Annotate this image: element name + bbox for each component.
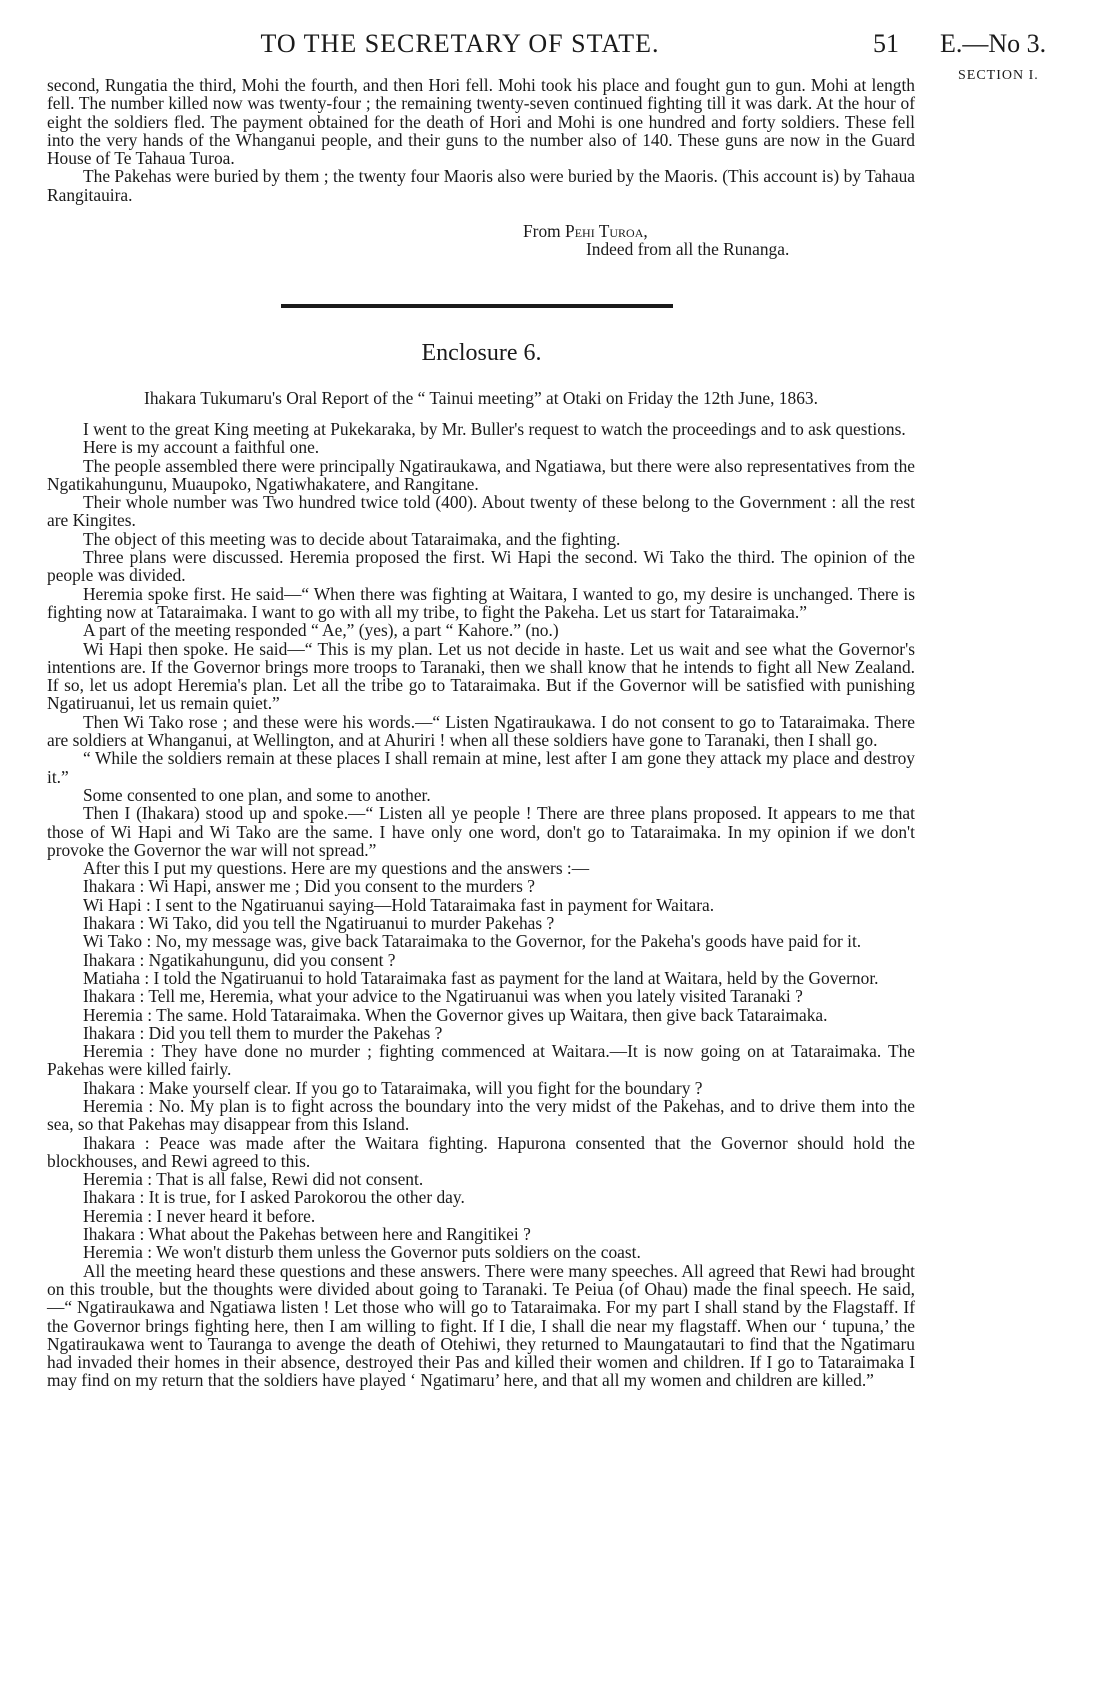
paragraph: Then Wi Tako rose ; and these were his words.—“ Listen Ngatiraukawa. I do not consent to go to Tataraimaka. There are soldiers at Whanganui, at Wellington, and at Ahuriri ! when all these soldiers have gone to Taranaki, then I shall go. xyxy=(47,711,915,751)
paragraph: Some consented to one plan, and some to another. xyxy=(83,784,431,805)
dialogue-line: Wi Hapi : I sent to the Ngatiruanui saying—Hold Tataraimaka fast in payment for Waitara. xyxy=(83,894,715,915)
dialogue-line: Heremia : No. My plan is to fight across the boundary into the very midst of the Pakehas, and to drive them into the sea, so that Pakehas may disappear from this Island. xyxy=(47,1095,915,1135)
paragraph: Here is my account a faithful one. xyxy=(83,437,320,458)
signature-runanga: Indeed from all the Runanga. xyxy=(586,239,790,259)
dialogue-line: Heremia : I never heard it before. xyxy=(83,1205,316,1226)
paragraph: Heremia spoke first. He said—“ When there was fighting at Waitara, I wanted to go, my desire is unchanged. There is fighting now at Tataraimaka. I want to go with all my tribe, to fight the Pakeha. Let us start for Tataraimaka.” xyxy=(47,583,915,622)
dialogue-line: Heremia : They have done no murder ; fighting commenced at Waitara.—It is now going on at Tataraimaka. The Pakehas were killed fairly. xyxy=(47,1041,915,1080)
signature-name: Pehi Turoa, xyxy=(565,221,648,241)
signature-prefix: From xyxy=(523,221,561,241)
document-reference: E.—No 3. xyxy=(940,29,1047,58)
continued-text xyxy=(47,76,915,204)
enclosure-title: Enclosure 6. xyxy=(421,340,542,366)
paragraph: The object of this meeting was to decide about Tataraimaka, and the fighting. xyxy=(83,528,621,549)
dialogue-line: Heremia : The same. Hold Tataraimaka. When the Governor gives up Waitara, then give back Tataraimaka. xyxy=(83,1004,828,1025)
dialogue-line: Matiaha : I told the Ngatiruanui to hold Tataraimaka fast as payment for the land at Waitara, held by the Governor. xyxy=(83,967,879,988)
paragraph: second, Rungatia the third, Mohi the fourth, and then Hori fell. Mohi took his place and fought gun to gun. Mohi at length fell. The number killed now was twenty-four ; the remaining twenty-seven continued fighting till it was dark. At the hour of eight the soldiers fled. The payment obtained for the death of Hori and Mohi is one hundred and forty soldiers. These fell into the very hands of the Whanganui people, and their guns to the number also of 140. These guns are now in the Guard House of Te Tahaua Turoa. xyxy=(47,75,915,169)
dialogue-line: Ihakara : Wi Hapi, answer me ; Did you consent to the murders ? xyxy=(83,876,535,897)
section-label: SECTION I. xyxy=(958,68,1039,83)
dialogue-line: Ihakara : Make yourself clear. If you go to Tataraimaka, will you fight for the boundary ? xyxy=(83,1077,703,1098)
running-header-title: TO THE SECRETARY OF STATE. xyxy=(260,29,660,58)
dialogue-line: Ihakara : Did you tell them to murder the Pakehas ? xyxy=(83,1022,443,1043)
paragraph: Wi Hapi then spoke. He said—“ This is my plan. Let us not decide in haste. Let us wait and see what the Governor's intentions are. If the Governor brings more troops to Taranaki, then we shall know that he intends to fight all New Zealand. If so, let us adopt Heremia's plan. Let all the tribe go to Tataraimaka. But if the Governor will be satisfied with punishing Ngatiruanui, let us remain quiet.” xyxy=(47,638,915,714)
paragraph: The Pakehas were buried by them ; the twenty four Maoris also were buried by the Maoris. (This account is) by Tahaua Rangitauira. xyxy=(47,166,915,205)
paragraph: Their whole number was Two hundred twice told (400). About twenty of these belong to the Government : all the rest are Kingites. xyxy=(47,492,915,531)
dialogue-line: Ihakara : What about the Pakehas between here and Rangitikei ? xyxy=(83,1224,531,1245)
paragraph: All the meeting heard these questions and these answers. There were many speeches. All agreed that Rewi had brought on this trouble, but the thoughts were divided about going to Taranaki. Te Peiua (of Ohau) made the final speech. He said,—“ Ngatiraukawa and Ngatiawa listen ! Let those who will go to Tataraimaka. For my part I shall stand by the Flagstaff. If the Governor brings fighting here, then I am willing to fight. If I die, I shall die near my flagstaff. When our ‘ tupuna,’ the Ngatiraukawa went to Tauranga to avenge the death of Otehiwi, they returned to Maungatautari to find that the Ngatimaru had invaded their homes in their absence, destroyed their Pas and killed their women and children. If I go to Tataraimaka I may find on my return that the soldiers have played ‘ Ngatimaru’ here, and that all my women and children are killed.” xyxy=(47,1260,915,1391)
paragraph: Then I (Ihakara) stood up and spoke.—“ Listen all ye people ! There are three plans proposed. It appears to me that those of Wi Hapi and Wi Tako are the same. I have only one word, don't go to Tataraimaka. In my opinion if we don't provoke the Governor the war will not spread.” xyxy=(47,803,915,860)
paragraph: The people assembled there were principally Ngatiraukawa, and Ngatiawa, but there were also representatives from the Ngatikahungunu, Muaupoko, Ngatiwhakatere, and Rangitane. xyxy=(47,455,915,494)
dialogue-line: Ihakara : Peace was made after the Waitara fighting. Hapurona consented that the Governor should hold the blockhouses, and Rewi agreed to this. xyxy=(47,1132,915,1171)
dialogue-line: Ihakara : Tell me, Heremia, what your advice to the Ngatiruanui was when you lately visited Taranaki ? xyxy=(83,986,803,1007)
paragraph: After this I put my questions. Here are my questions and the answers :— xyxy=(83,858,590,879)
paragraph: “ While the soldiers remain at these places I shall remain at mine, lest after I am gone they attack my place and destroy it.” xyxy=(47,748,915,787)
paragraph: I went to the great King meeting at Pukekaraka, by Mr. Buller's request to watch the proceedings and to ask questions. xyxy=(83,419,906,439)
signature-from xyxy=(523,222,648,240)
dialogue-line: Ihakara : Ngatikahungunu, did you consent ? xyxy=(83,949,396,970)
dialogue-line: Wi Tako : No, my message was, give back Tataraimaka to the Governor, for the Pakeha's goods have paid for it. xyxy=(83,931,862,952)
section-divider xyxy=(281,304,673,308)
paragraph: A part of the meeting responded “ Ae,” (yes), a part “ Kahore.” (no.) xyxy=(83,620,559,641)
page-number: 51 xyxy=(873,29,899,58)
dialogue-line: Ihakara : Wi Tako, did you tell the Ngatiruanui to murder Pakehas ? xyxy=(83,913,555,934)
report-body xyxy=(47,420,915,1390)
report-title: Ihakara Tukumaru's Oral Report of the “ Tainui meeting” at Otaki on Friday the 12th June, 1863. xyxy=(144,388,818,408)
paragraph: Three plans were discussed. Heremia proposed the first. Wi Hapi the second. Wi Tako the third. The opinion of the people was divided. xyxy=(47,547,915,586)
dialogue-line: Ihakara : It is true, for I asked Parokorou the other day. xyxy=(83,1187,465,1208)
dialogue-line: Heremia : We won't disturb them unless the Governor puts soldiers on the coast. xyxy=(83,1242,641,1263)
dialogue-line: Heremia : That is all false, Rewi did not consent. xyxy=(83,1169,424,1190)
